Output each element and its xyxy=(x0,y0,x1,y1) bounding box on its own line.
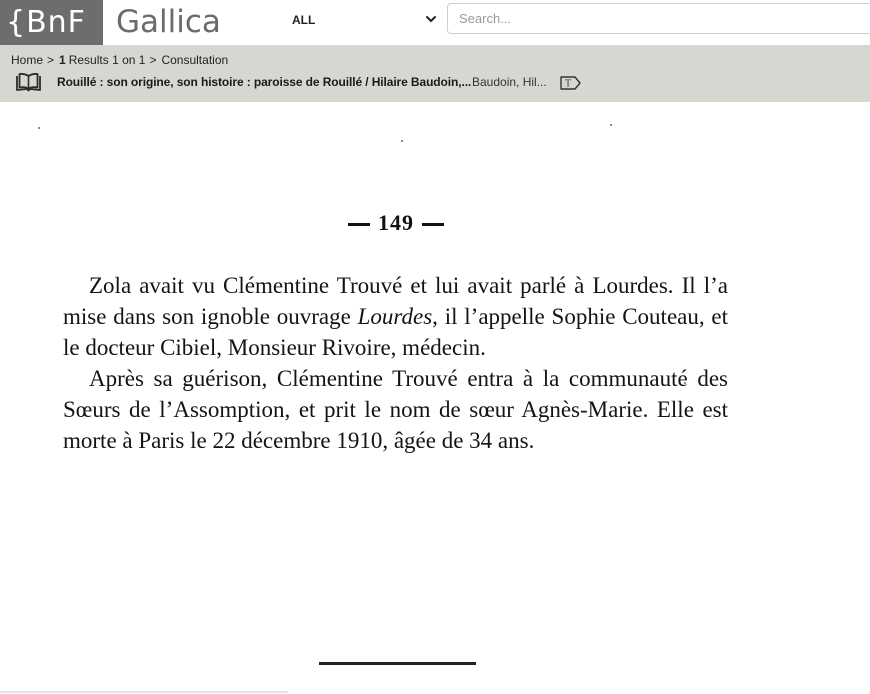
breadcrumb xyxy=(11,53,228,67)
breadcrumb-bar xyxy=(0,45,870,102)
page-text xyxy=(63,270,728,456)
breadcrumb-home[interactable]: Home xyxy=(11,53,44,67)
paragraph: Après sa guérison, Clémentine Trouvé entra à la communauté des Sœurs de l’Assomption, et prit le nom de sœur Agnès-Marie. Elle est morte à Paris le 22 décembre 1910, âgée de 34 ans. xyxy=(63,366,728,453)
scan-speck xyxy=(38,127,40,129)
paragraph-text: Zola avait vu Clémentine Trouvé et lui avait parlé à Lourdes. Il l’a mise dans son ignoble ouvrage xyxy=(63,273,728,329)
book-title-italic: Lourdes xyxy=(357,304,433,329)
search-scope-value: ALL xyxy=(292,13,316,27)
page-end-rule xyxy=(319,662,476,665)
breadcrumb-results[interactable]: Results 1 on 1 xyxy=(68,53,146,67)
dash-decoration xyxy=(348,223,370,226)
text-mode-icon[interactable] xyxy=(559,76,581,90)
search-scope-select[interactable] xyxy=(292,9,440,33)
text-mode-label: T xyxy=(564,78,572,90)
chevron-down-icon xyxy=(424,12,438,26)
paragraph xyxy=(63,270,728,363)
breadcrumb-separator: > xyxy=(47,53,55,67)
document-page[interactable] xyxy=(0,102,870,694)
paragraph-text: , il l’appelle Sophie Couteau, et le docteur Cibiel, Monsieur Rivoire, médecin. xyxy=(63,304,728,360)
scrollbar-track[interactable] xyxy=(0,691,288,693)
document-authors: Baudoin, Hil... xyxy=(472,75,547,89)
search-input[interactable] xyxy=(447,3,870,34)
document-title: Rouillé : son origine, son histoire : paroisse de Rouillé / Hilaire Baudoin,... xyxy=(57,75,472,89)
dash-decoration xyxy=(422,223,444,226)
book-open-icon xyxy=(15,72,42,92)
scan-speck xyxy=(610,124,612,126)
page-number-value: 149 xyxy=(378,210,414,235)
breadcrumb-current: Consultation xyxy=(161,53,229,67)
breadcrumb-results-count: 1 xyxy=(59,53,66,67)
breadcrumb-separator: > xyxy=(149,53,157,67)
gallica-logo[interactable]: Gallica xyxy=(116,4,221,40)
scan-speck xyxy=(401,140,403,142)
bnf-logo[interactable]: {BnF xyxy=(0,0,103,45)
top-header xyxy=(0,0,870,45)
page-number xyxy=(0,210,792,236)
